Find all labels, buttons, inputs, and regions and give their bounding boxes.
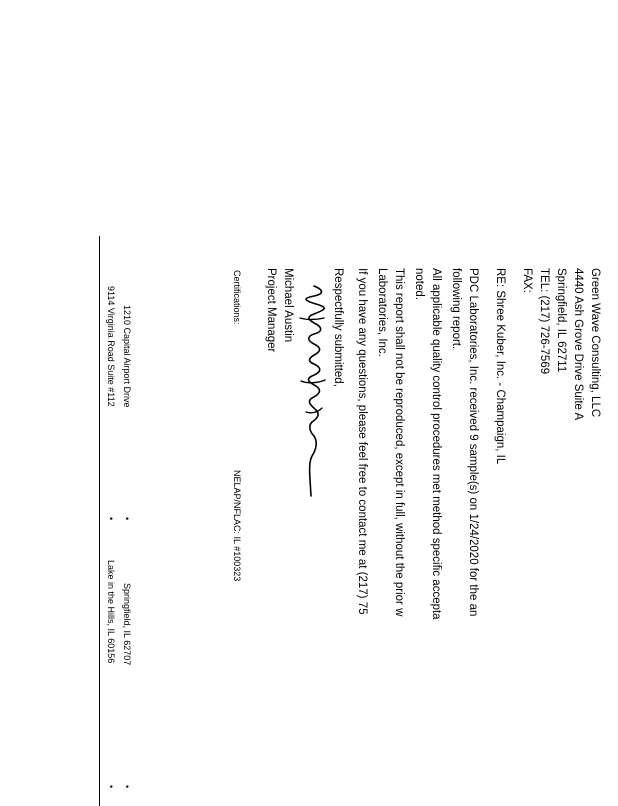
certifications-value: NELAP/NFLAC: IL #100323	[232, 470, 242, 582]
closing-text: Respectfully submitted,	[332, 268, 344, 387]
paragraph-2-line-2: noted.	[413, 268, 425, 300]
footer-address-row1-bullet2: •	[122, 785, 132, 789]
client-address-line2: Springfield, IL 62711	[555, 268, 567, 373]
footer-address-row1-left: 1210 Capital Airport Drive	[122, 305, 132, 408]
handwritten-signature	[298, 284, 328, 499]
paragraph-1-line-2: following report.	[450, 268, 462, 350]
footer-address-row2-left: 9114 Virginia Road Suite #112	[106, 286, 116, 407]
client-name: Green Wave Consulting, LLC	[589, 268, 601, 418]
footer-address-row2-bullet: •	[106, 517, 116, 521]
certifications-label: Certifications:	[232, 270, 242, 325]
re-line: RE: Shree Kuber, Inc. - Champaign, IL	[494, 268, 506, 465]
footer-divider-line	[99, 236, 100, 806]
client-tel: TEL: (217) 726-7569	[538, 268, 550, 375]
paragraph-4-line-1: If you have any questions, please feel free to contact me at (217) 75	[356, 268, 368, 615]
footer-address-row2-bullet2: •	[106, 785, 116, 789]
footer-address-row1-right: Springfield, IL 62707	[122, 583, 132, 666]
client-fax: FAX:	[521, 268, 533, 293]
paragraph-1-line-1: PDC Laboratories, Inc. received 9 sample(s) on 1/24/2020 for the an	[467, 268, 479, 617]
paragraph-2-line-1: All applicable quality control procedures met method specific accepta	[430, 268, 442, 620]
paragraph-3-line-1: This report shall not be reproduced, except in full, without the prior w	[393, 268, 405, 617]
footer-address-row2-right: Lake in the Hills, IL 60156	[106, 560, 116, 664]
footer-address-row1-bullet: •	[122, 517, 132, 521]
paragraph-3-line-2: Laboratories, Inc.	[376, 268, 388, 357]
signer-title: Project Manager	[265, 268, 277, 353]
client-address-line1: 4440 Ash Grove Drive Suite A	[572, 268, 584, 421]
signer-name: Michael Austin	[282, 268, 294, 343]
